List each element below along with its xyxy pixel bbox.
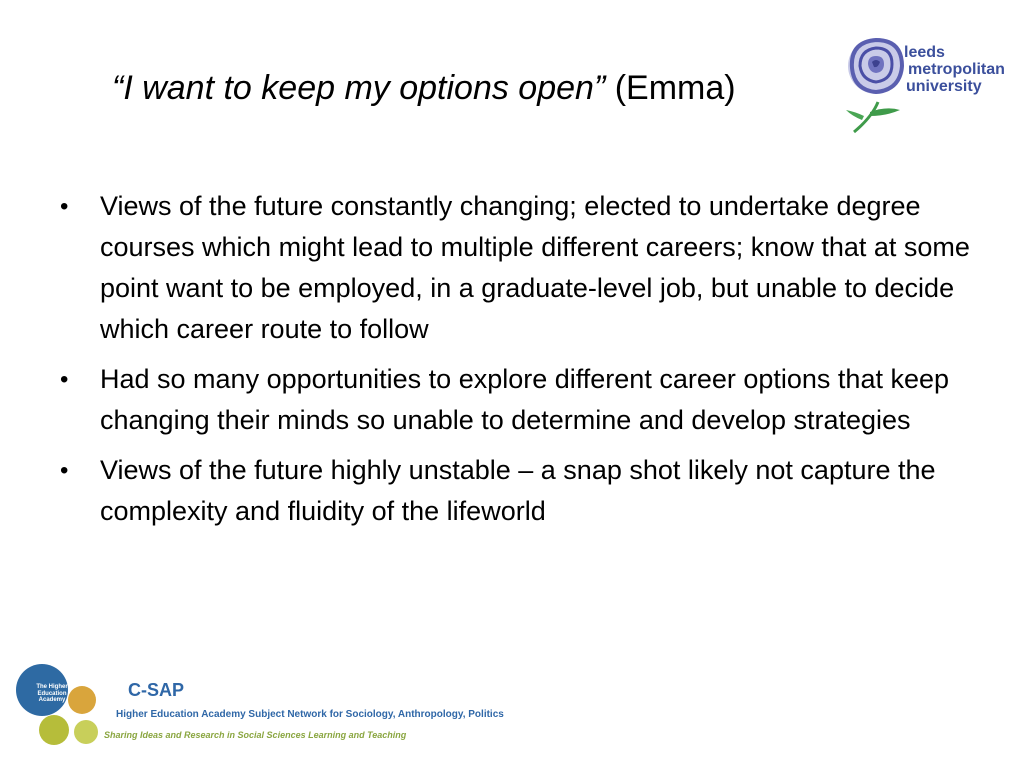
bullet-glyph: • [60, 193, 69, 220]
bullet-glyph: • [60, 457, 69, 484]
slide-title [112, 62, 832, 114]
title-attribution: (Emma) [605, 69, 736, 107]
bullet-text: Views of the future constantly changing; elected to undertake degree courses which might lead to multiple different careers; know that at some point want to be employed, in a graduate-level job, but unable to decide which career route to follow [100, 191, 970, 344]
hea-circles-logo-icon [14, 660, 104, 750]
csap-network-text: Higher Education Academy Subject Network for Sociology, Anthropology, Politics [116, 709, 504, 720]
bullet-item [58, 450, 988, 532]
bullet-item [58, 359, 988, 441]
csap-title: C-SAP [128, 680, 185, 700]
title-quote: “I want to keep my options open” [112, 69, 606, 107]
bullet-item [58, 186, 988, 350]
lmu-wordmark [904, 44, 1005, 95]
lmu-line-metropolitan: metropolitan [908, 61, 1005, 78]
bullet-list [58, 186, 988, 541]
bullet-text: Had so many opportunities to explore different career options that keep changing their minds so unable to determine and develop strategies [100, 364, 950, 435]
hea-circle-label: The Higher Education Academy [36, 684, 68, 703]
csap-tagline: Sharing Ideas and Research in Social Sciences Learning and Teaching [104, 730, 407, 740]
bullet-glyph: • [60, 366, 69, 393]
bullet-text: Views of the future highly unstable – a snap shot likely not capture the complexity and fluidity of the lifeworld [100, 455, 936, 526]
lmu-line-university: university [906, 78, 982, 95]
lmu-line-leeds: leeds [904, 44, 945, 61]
